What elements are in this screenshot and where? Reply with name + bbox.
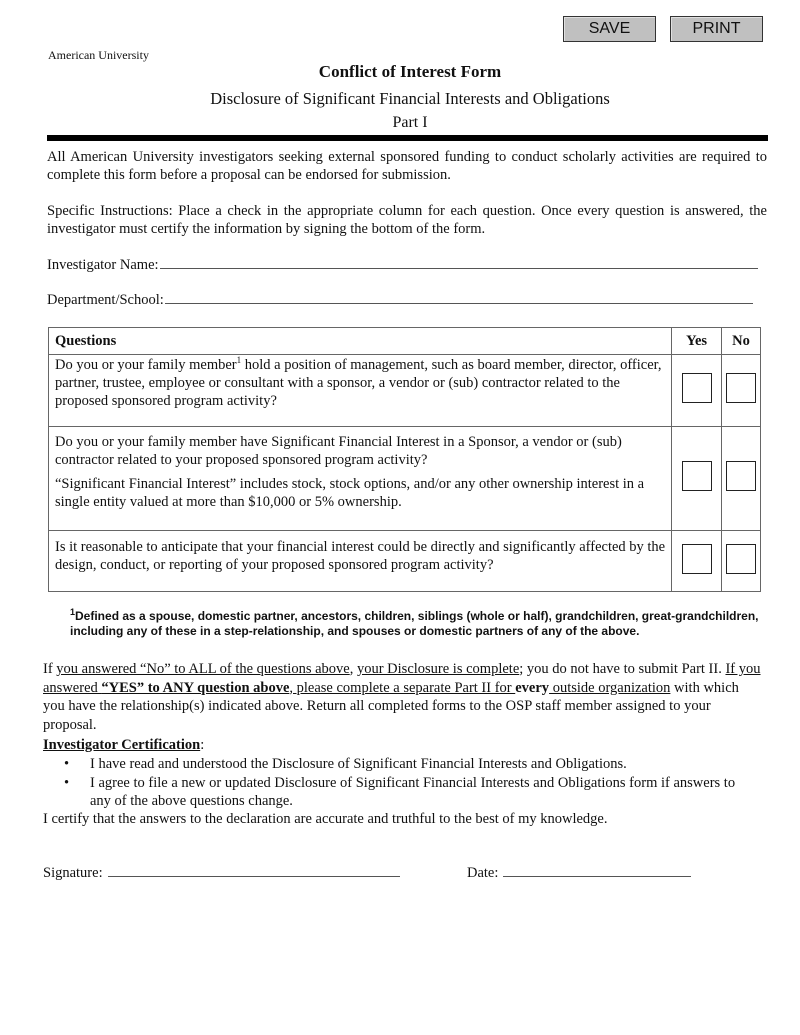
text: , — [349, 661, 357, 677]
footnote-marker: 1 — [236, 355, 242, 366]
print-button[interactable]: PRINT — [670, 16, 763, 42]
certification-bullets — [64, 755, 754, 811]
instructions-paragraph: Specific Instructions: Place a check in the appropriate column for each question. Once every question is answered, the investigator must certify the information by signing the bottom of the form. — [47, 203, 767, 237]
heading-text: Investigator Certification — [43, 737, 201, 753]
department-label: Department/School: — [47, 292, 164, 308]
date-row — [467, 864, 691, 882]
text: If you answered — [43, 661, 761, 696]
question-3-yes-cell — [672, 531, 722, 592]
question-2-yes-checkbox[interactable] — [682, 461, 712, 491]
text-bold: “YES” to ANY question above — [101, 679, 290, 696]
text-underlined: outside organization — [549, 679, 671, 696]
certification-statement: I certify that the answers to the declaration are accurate and truthful to the best of my knowledge. — [43, 811, 608, 827]
question-3: Is it reasonable to anticipate that your financial interest could be directly and significantly affected by the design, conduct, or reporting of your proposed sponsored program activity? — [49, 531, 672, 592]
question-1-yes-cell — [672, 355, 722, 427]
question-1-no-checkbox[interactable] — [726, 373, 756, 403]
signature-label: Signature: — [43, 865, 103, 881]
question-3-no-cell — [722, 531, 761, 592]
text-underlined: you answered “No” to ALL of the questions above — [56, 661, 350, 677]
completion-instructions — [43, 660, 763, 734]
organization-name: American University — [48, 48, 149, 62]
list-item — [64, 755, 754, 774]
question-2-yes-cell — [672, 427, 722, 531]
intro-paragraph: All American University investigators seeking external sponsored funding to conduct scholarly activities are required to complete this form before a proposal can be endorsed for submission. — [47, 149, 767, 183]
table-row — [49, 355, 761, 427]
save-button[interactable]: SAVE — [563, 16, 656, 42]
list-item — [64, 774, 754, 811]
investigator-name-label: Investigator Name: — [47, 257, 159, 273]
footnote-text: Defined as a spouse, domestic partner, ancestors, children, siblings (whole or half), grandchildren, great-grandchildren, including any of these in a step-relationship, and spouses or domestic partners of any of the above. — [70, 609, 759, 638]
question-1 — [49, 355, 672, 427]
date-label: Date: — [467, 865, 499, 881]
question-2-text: Do you or your family member have Significant Financial Interest in a Sponsor, a vendor or (sub) contractor related to your proposed sponsored program activity? — [55, 434, 622, 468]
questions-header: Questions — [49, 328, 672, 355]
certification-heading — [43, 736, 763, 755]
investigator-name-field[interactable] — [160, 256, 758, 269]
no-header: No — [722, 328, 761, 355]
text: If — [43, 661, 57, 677]
question-2-note: “Significant Financial Interest” includes stock, stock options, and/or any other ownership interest in a single entity valued at more than $10,000 or 5% ownership. — [55, 476, 645, 510]
text: , please complete a separate Part II for — [289, 679, 516, 696]
question-2-no-cell — [722, 427, 761, 531]
date-field[interactable] — [503, 864, 691, 877]
question-3-no-checkbox[interactable] — [726, 544, 756, 574]
page-subtitle: Disclosure of Significant Financial Interests and Obligations — [210, 89, 610, 108]
question-2-no-checkbox[interactable] — [726, 461, 756, 491]
yes-header: Yes — [672, 328, 722, 355]
footnote — [70, 609, 760, 639]
bullet-icon: • — [64, 774, 70, 791]
bullet-text: I have read and understood the Disclosure of Significant Financial Interests and Obligations. — [90, 756, 627, 772]
header-divider — [47, 135, 768, 141]
investigator-name-row — [47, 256, 758, 274]
text: : — [200, 737, 205, 753]
bullet-text: I agree to file a new or updated Disclosure of Significant Financial Interests and Obligations form if answers to any of the above questions change. — [90, 774, 736, 809]
question-1-text-cont: hold a position of management, such as board member, director, officer, partner, trustee, employee or consultant with a sponsor, a vendor or (sub) contractor related to the proposed sponsored program activity? — [55, 357, 662, 409]
page-title: Conflict of Interest Form — [318, 62, 502, 81]
department-row — [47, 291, 753, 309]
footnote-marker: 1 — [70, 607, 76, 617]
signature-field[interactable] — [108, 864, 400, 877]
signature-row — [43, 864, 400, 882]
table-header-row — [49, 328, 761, 355]
question-1-yes-checkbox[interactable] — [682, 373, 712, 403]
table-row — [49, 531, 761, 592]
question-1-text: Do you or your family member — [55, 357, 237, 373]
question-2 — [49, 427, 672, 531]
department-field[interactable] — [165, 291, 753, 304]
question-3-yes-checkbox[interactable] — [682, 544, 712, 574]
questions-table — [48, 327, 761, 592]
table-row — [49, 427, 761, 531]
text: with which you have the relationship(s) indicated above. Return all completed forms to the OSP staff member assigned to your proposal. — [43, 679, 739, 733]
bullet-icon: • — [64, 756, 70, 772]
text-underlined: your Disclosure is complete — [356, 661, 520, 677]
part-label: Part I — [392, 114, 428, 131]
text-bold: every — [515, 679, 550, 696]
text: ; you do not have to submit Part II. — [519, 661, 726, 677]
question-1-no-cell — [722, 355, 761, 427]
